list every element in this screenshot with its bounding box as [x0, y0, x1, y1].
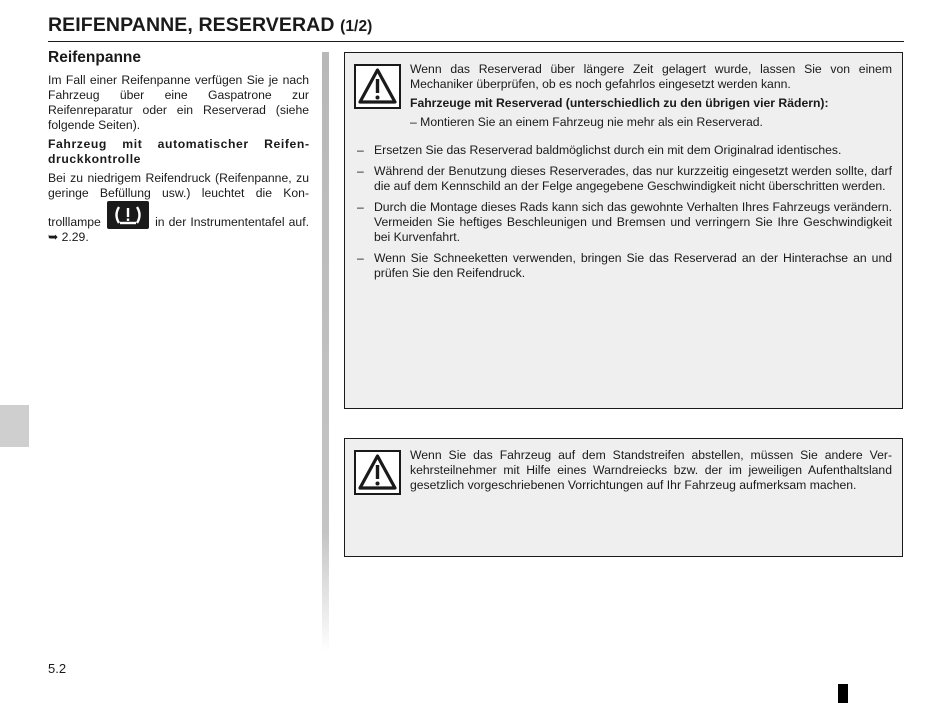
section-heading: Reifenpanne	[48, 49, 142, 66]
warning-sub-item	[410, 115, 892, 130]
reference-page: 2.29.	[61, 230, 89, 244]
reference-arrow-icon: ➥	[48, 230, 59, 244]
column-divider	[322, 52, 329, 652]
sub-item-text: – Montieren Sie an einem Fahrzeug nie mehr als ein Reserverad.	[410, 115, 763, 129]
list-item: – Während der Benutzung dieses Reserverades, das nur kurzzeitig eingesetzt werden sollte, darf die auf dem Kennschild an der Felge angegebene Geschwindigkeit nicht überschritten werden.	[357, 164, 892, 194]
chapter-tab	[0, 405, 29, 447]
list-item: – Wenn Sie Schneeketten verwenden, bringen Sie das Reserverad an der Hinterachse an und prüfen Sie den Reifendruck.	[357, 251, 892, 281]
warning-text	[410, 62, 892, 136]
page-title	[48, 14, 372, 37]
list-item: – Durch die Montage dieses Rads kann sich das gewohnte Verhalten Ihres Fahrzeugs verändern. Vermeiden Sie heftiges Beschleunigen und Bremsen und verringern Sie Ihre Geschwindigkeit bei Kurvenfahrt.	[357, 200, 892, 245]
warning-box-hard-shoulder	[344, 438, 903, 557]
list-item: – Ersetzen Sie das Reserverad baldmöglichst durch ein mit dem Originalrad identisches.	[357, 143, 892, 158]
warning-triangle-icon	[354, 450, 401, 495]
warning-list	[357, 143, 892, 287]
intro-paragraph: Im Fall einer Reifenpanne verfügen Sie je nach Fahrzeug über eine Gaspatrone zur Reifenreparatur oder ein Reserverad (siehe folgende Seiten).	[48, 73, 309, 132]
tpms-text-after: in der Instrumententafel auf.	[155, 215, 309, 229]
tpms-text-before: Bei zu niedrigem Reifendruck (Reifenpanne, zu geringe Befüllung usw.) leuchtet die Kontrolllampe	[48, 171, 309, 229]
warning-box-spare-wheel	[344, 52, 903, 409]
warning-intro: Wenn das Reserverad über längere Zeit gelagert wurde, lassen Sie von einem Mechaniker überprüfen, ob es noch gefahrlos eingesetzt werden kann.	[410, 62, 892, 91]
tire-pressure-warning-icon	[107, 201, 149, 229]
warning-triangle-icon	[354, 64, 401, 109]
title-rule	[48, 41, 904, 42]
title-page-of: (1/2)	[340, 18, 373, 35]
subheading: Fahrzeug mit automatischer Reifendruckkontrolle	[48, 137, 309, 166]
warning-paragraph: Wenn Sie das Fahrzeug auf dem Standstreifen abstellen, müssen Sie andere Verkehrsteilnehmer mit Hilfe eines Warndreiecks bzw. der im jeweiligen Aufenthaltsland gesetzlich vorgeschriebenen Vorrichtungen auf Ihr Fahrzeug aufmerksam machen.	[410, 448, 892, 492]
title-text: REIFENPANNE, RESERVERAD	[48, 14, 335, 36]
warning-text	[410, 448, 892, 497]
page-number: 5.2	[48, 661, 67, 676]
left-column	[48, 49, 309, 249]
tpms-paragraph	[48, 171, 309, 245]
warning-bold-heading: Fahrzeuge mit Reserverad (unterschiedlich zu den übrigen vier Rädern):	[410, 96, 829, 110]
corner-mark	[838, 684, 848, 703]
